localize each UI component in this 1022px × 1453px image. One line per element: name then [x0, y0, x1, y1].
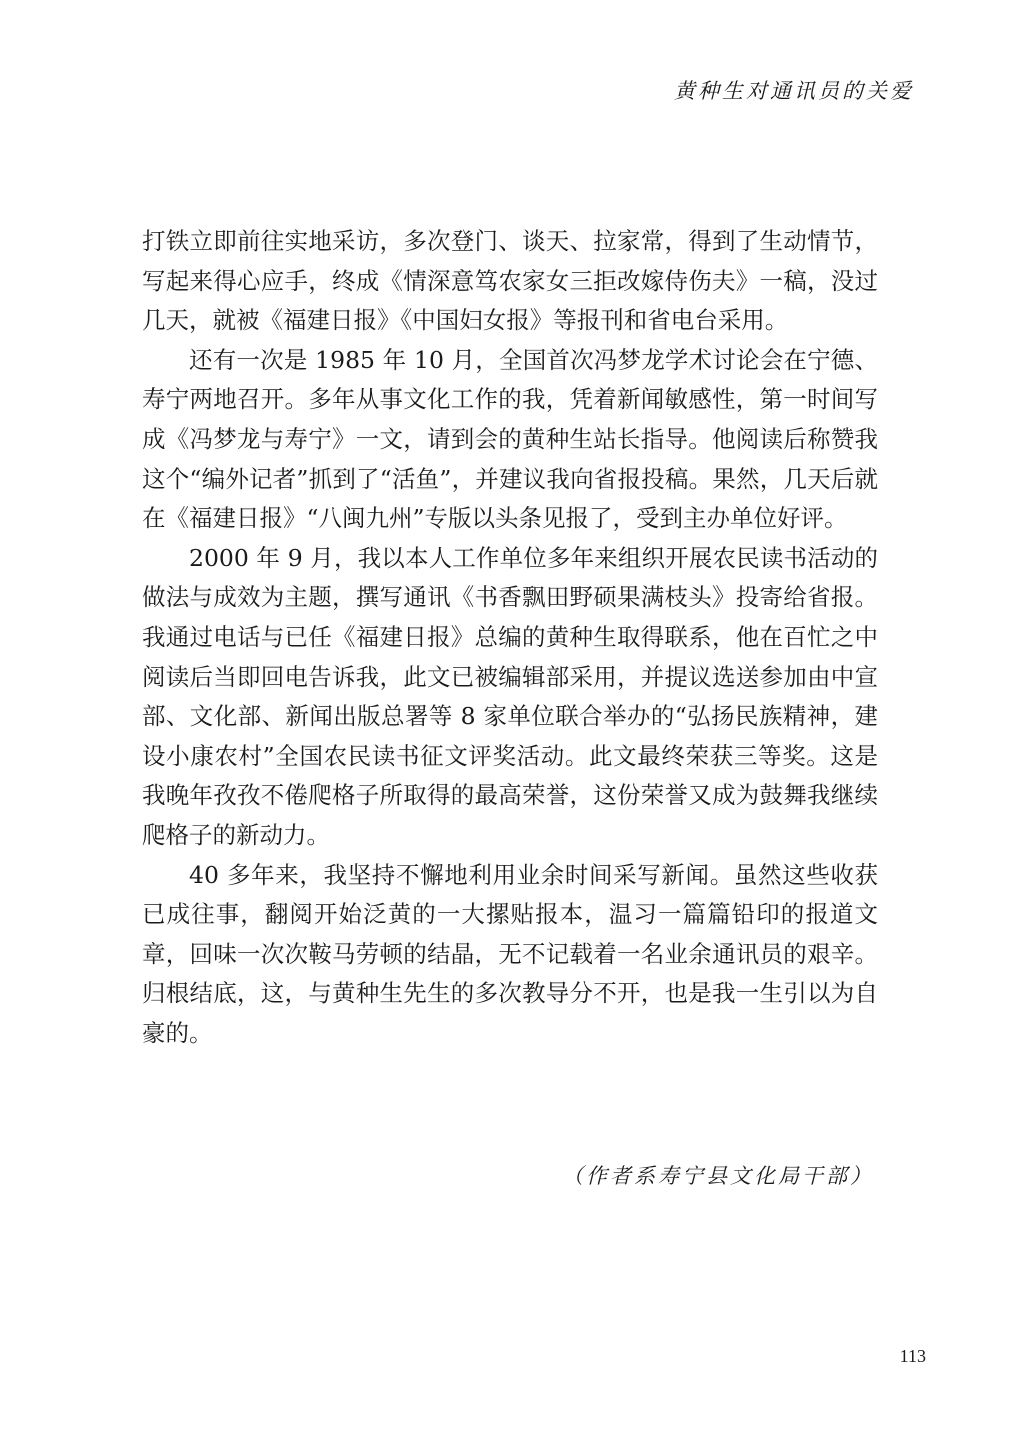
- running-header: 黄种生对通讯员的关爱: [674, 79, 914, 103]
- paragraph: 2000 年 9 月，我以本人工作单位多年来组织开展农民读书活动的做法与成效为主题，撰写通讯《书香飘田野硕果满枝头》投寄给省报。我通过电话与已任《福建日报》总编的黄种生取得联系，他在百忙之中阅读后当即回电告诉我，此文已被编辑部采用，并提议选送参加由中宣部、文化部、新闻出版总署等 8 家单位联合举办的“弘扬民族精神，建设小康农村”全国农民读书征文评奖活动。此文最终荣获三等奖。这是我晚年孜孜不倦爬格子所取得的最高荣誉，这份荣誉又成为鼓舞我继续爬格子的新动力。: [142, 543, 878, 849]
- paragraph: 还有一次是 1985 年 10 月，全国首次冯梦龙学术讨论会在宁德、寿宁两地召开。多年从事文化工作的我，凭着新闻敏感性，第一时间写成《冯梦龙与寿宁》一文，请到会的黄种生站长指导。他阅读后称赞我这个“编外记者”抓到了“活鱼”，并建议我向省报投稿。果然，几天后就在《福建日报》“八闽九州”专版以头条见报了，受到主办单位好评。: [142, 345, 878, 533]
- paragraph: 40 多年来，我坚持不懈地利用业余时间采写新闻。虽然这些收获已成往事，翻阅开始泛黄的一大摞贴报本，温习一篇篇铅印的报道文章，回味一次次鞍马劳顿的结晶，无不记载着一名业余通讯员的艰辛。归根结底，这，与黄种生先生的多次教导分不开，也是我一生引以为自豪的。: [142, 860, 878, 1047]
- paragraph-continuation: 打铁立即前往实地采访，多次登门、谈天、拉家常，得到了生动情节，写起来得心应手，终成《情深意笃农家女三拒改嫁侍伤夫》一稿，没过几天，就被《福建日报》《中国妇女报》等报刊和省电台采用。: [142, 227, 878, 335]
- article-body: [142, 222, 878, 1053]
- page-number: 113: [899, 1346, 926, 1366]
- author-byline: （作者系寿宁县文化局干部）: [562, 1164, 874, 1188]
